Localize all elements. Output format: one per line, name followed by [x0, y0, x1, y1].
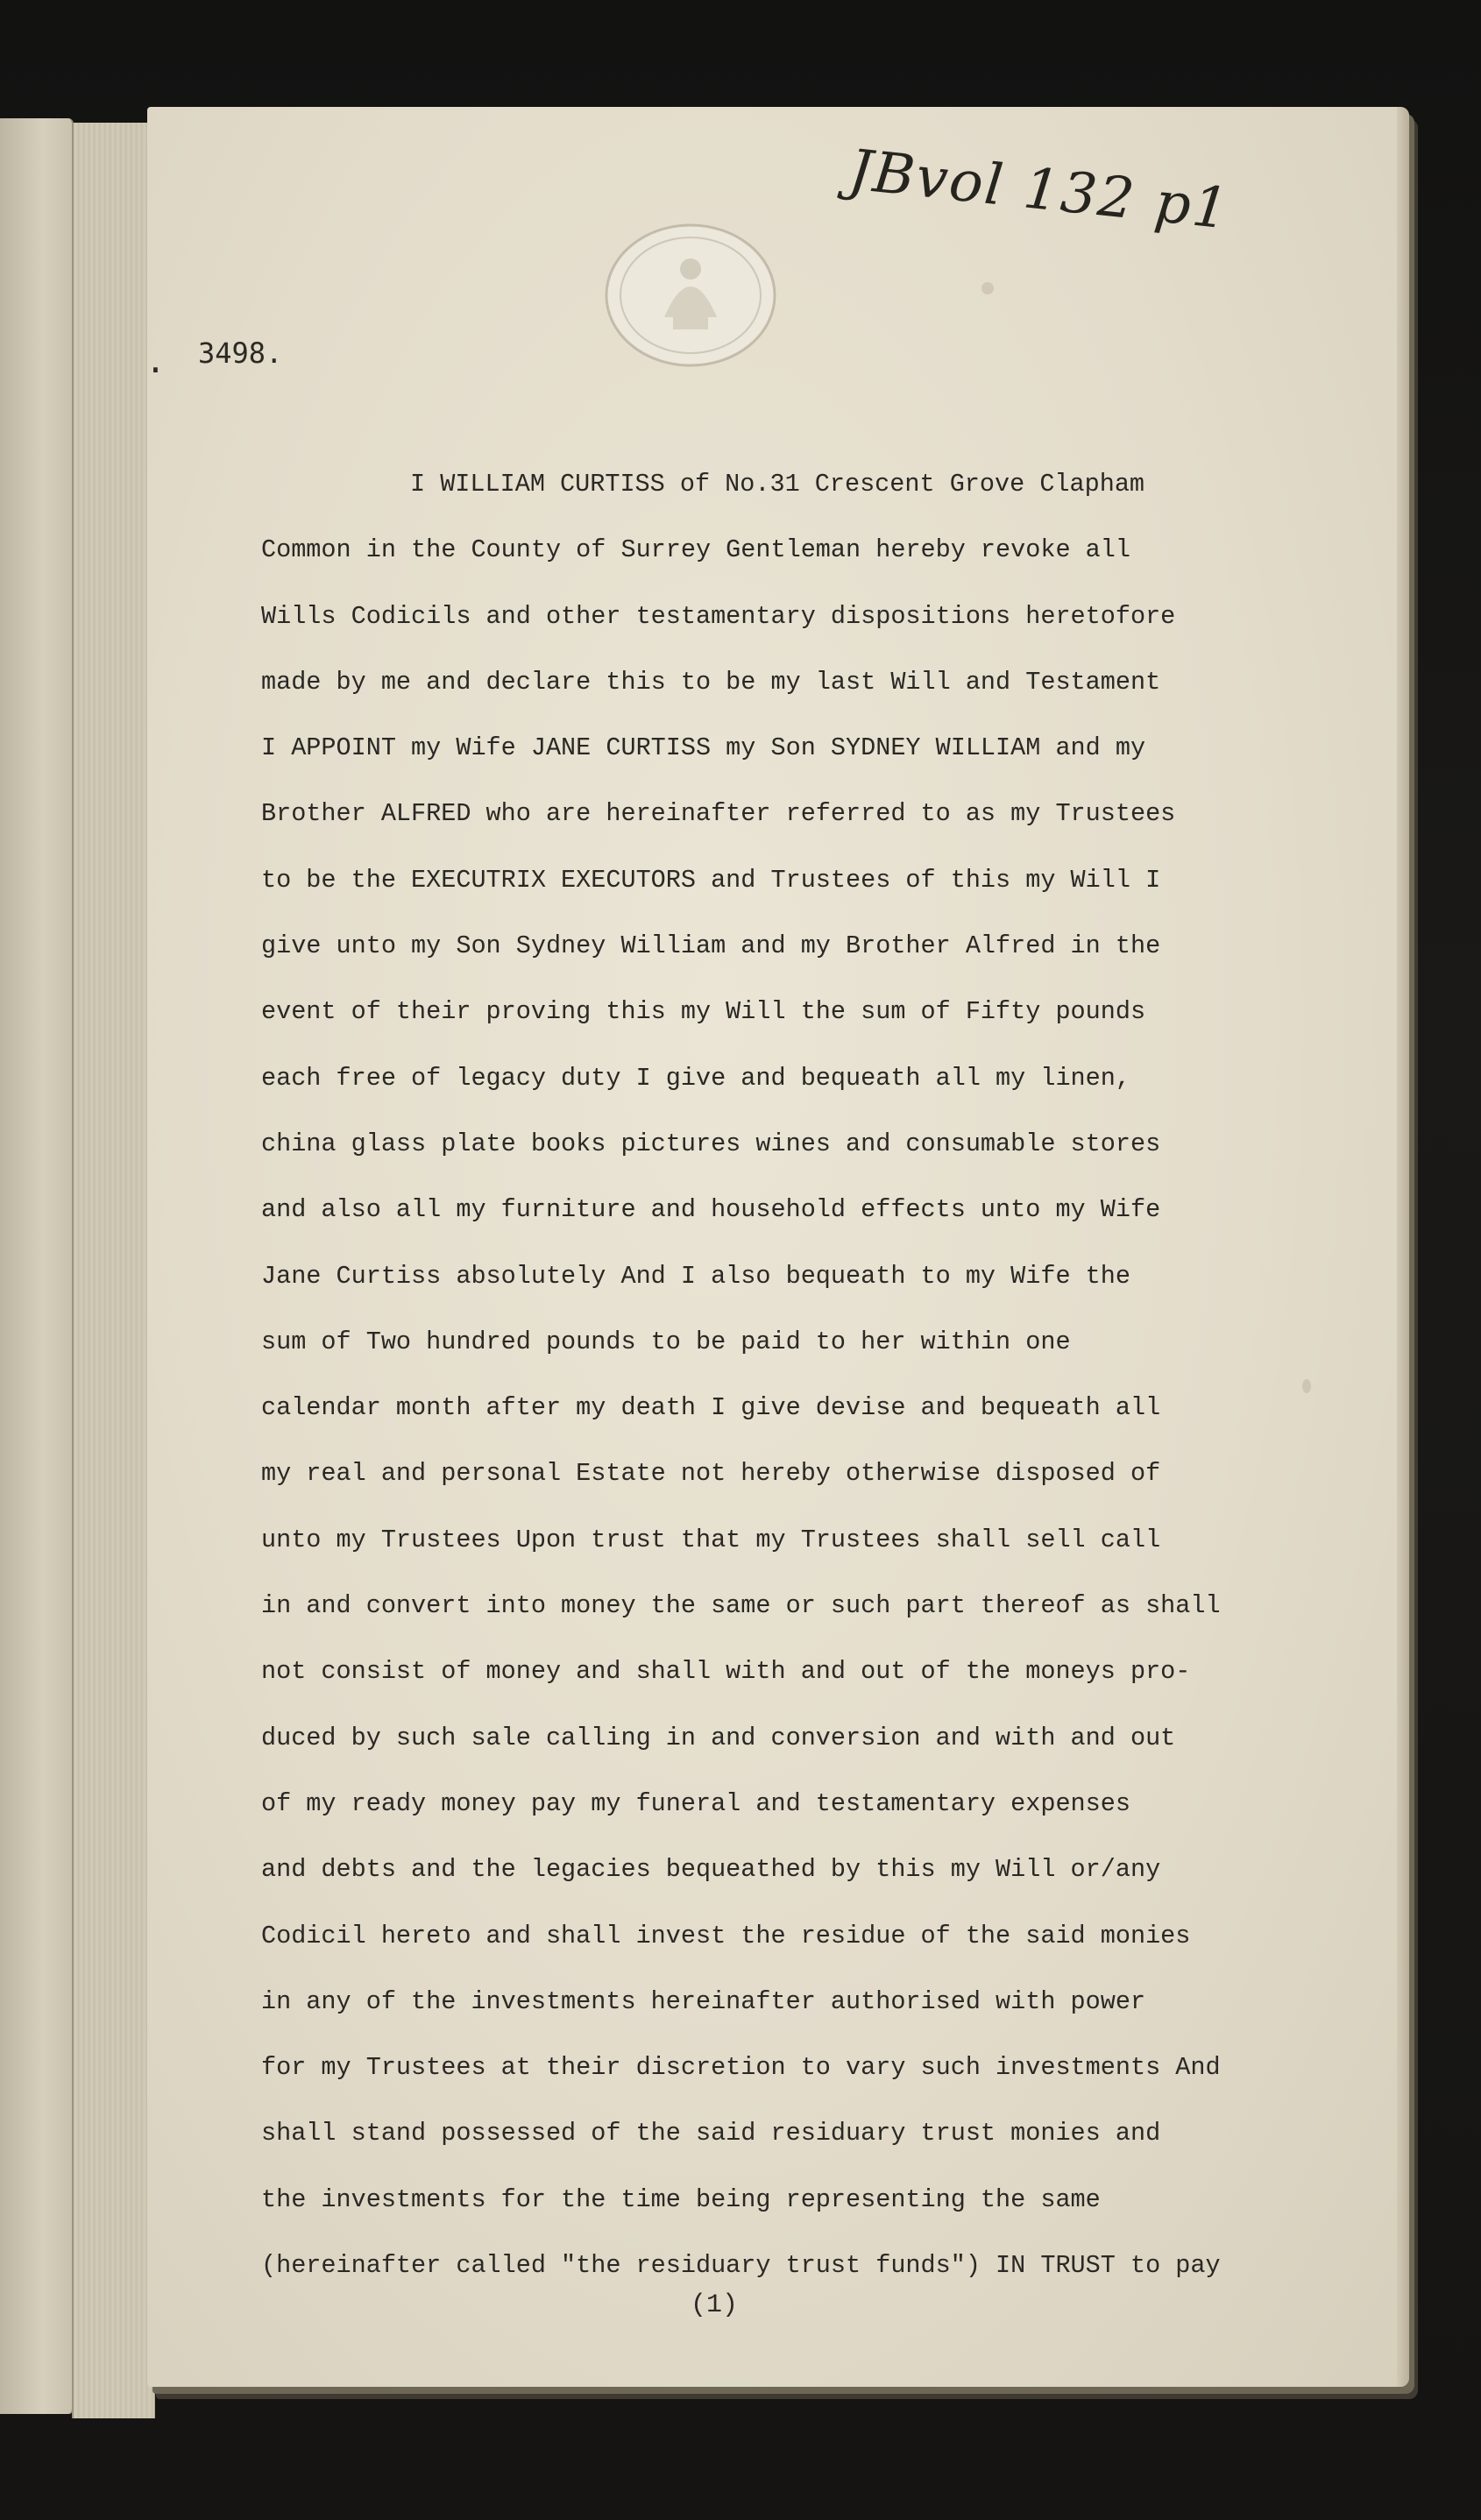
text-line: not consist of money and shall with and out of the moneys pro-	[261, 1657, 1191, 1687]
handwritten-reference-note: JBvol 132 p1	[846, 138, 1234, 243]
text-line: (hereinafter called "the residuary trust funds") IN TRUST to pay	[261, 2251, 1221, 2281]
document-number: 3498.	[198, 336, 283, 370]
embossed-seal-icon	[603, 221, 778, 370]
text-line: Jane Curtiss absolutely And I also bequeath to my Wife the	[261, 1261, 1130, 1291]
text-line: sum of Two hundred pounds to be paid to her within one	[261, 1327, 1071, 1356]
text-line: unto my Trustees Upon trust that my Trustees shall sell call	[261, 1525, 1161, 1554]
text-line: the investments for the time being representing the same	[261, 2184, 1101, 2214]
text-line: in any of the investments hereinafter authorised with power	[261, 1986, 1146, 2016]
text-line: I WILLIAM CURTISS of No.31 Crescent Grove Clapham	[410, 470, 1145, 499]
text-line: and debts and the legacies bequeathed by this my Will or/any	[261, 1855, 1161, 1885]
ink-spot	[981, 282, 994, 294]
text-line: shall stand possessed of the said residuary trust monies and	[261, 2119, 1161, 2148]
will-body-text	[261, 451, 1392, 2298]
text-line: I APPOINT my Wife JANE CURTISS my Son SYDNEY WILLIAM and my	[261, 733, 1146, 763]
text-line: for my Trustees at their discretion to vary such investments And	[261, 2053, 1221, 2083]
text-line: Brother ALFRED who are hereinafter referred to as my Trustees	[261, 799, 1176, 829]
text-line: china glass plate books pictures wines and consumable stores	[261, 1129, 1161, 1158]
text-line: event of their proving this my Will the sum of Fifty pounds	[261, 997, 1146, 1027]
text-line: Common in the County of Surrey Gentleman hereby revoke all	[261, 535, 1130, 565]
text-line: of my ready money pay my funeral and testamentary expenses	[261, 1788, 1130, 1818]
text-line: Wills Codicils and other testamentary dispositions heretofore	[261, 601, 1176, 631]
text-line: and also all my furniture and household effects unto my Wife	[261, 1195, 1161, 1225]
text-line: give unto my Son Sydney William and my Brother Alfred in the	[261, 931, 1161, 961]
margin-mark: .	[145, 342, 166, 380]
previous-page-edge	[0, 118, 74, 2414]
text-line: calendar month after my death I give devise and bequeath all	[261, 1393, 1161, 1423]
text-line: made by me and declare this to be my last Will and Testament	[261, 667, 1161, 697]
text-line: my real and personal Estate not hereby otherwise disposed of	[261, 1459, 1161, 1489]
text-line: duced by such sale calling in and conversion and with and out	[261, 1723, 1176, 1752]
document-page	[147, 107, 1409, 2387]
page-number: (1)	[691, 2290, 739, 2320]
text-line: Codicil hereto and shall invest the residue of the said monies	[261, 1921, 1191, 1950]
book-binding	[72, 123, 155, 2418]
text-line: to be the EXECUTRIX EXECUTORS and Trustees of this my Will I	[261, 865, 1161, 895]
text-line: each free of legacy duty I give and bequeath all my linen,	[261, 1063, 1130, 1093]
page-edge	[1397, 107, 1409, 2387]
text-line: in and convert into money the same or such part thereof as shall	[261, 1591, 1221, 1621]
